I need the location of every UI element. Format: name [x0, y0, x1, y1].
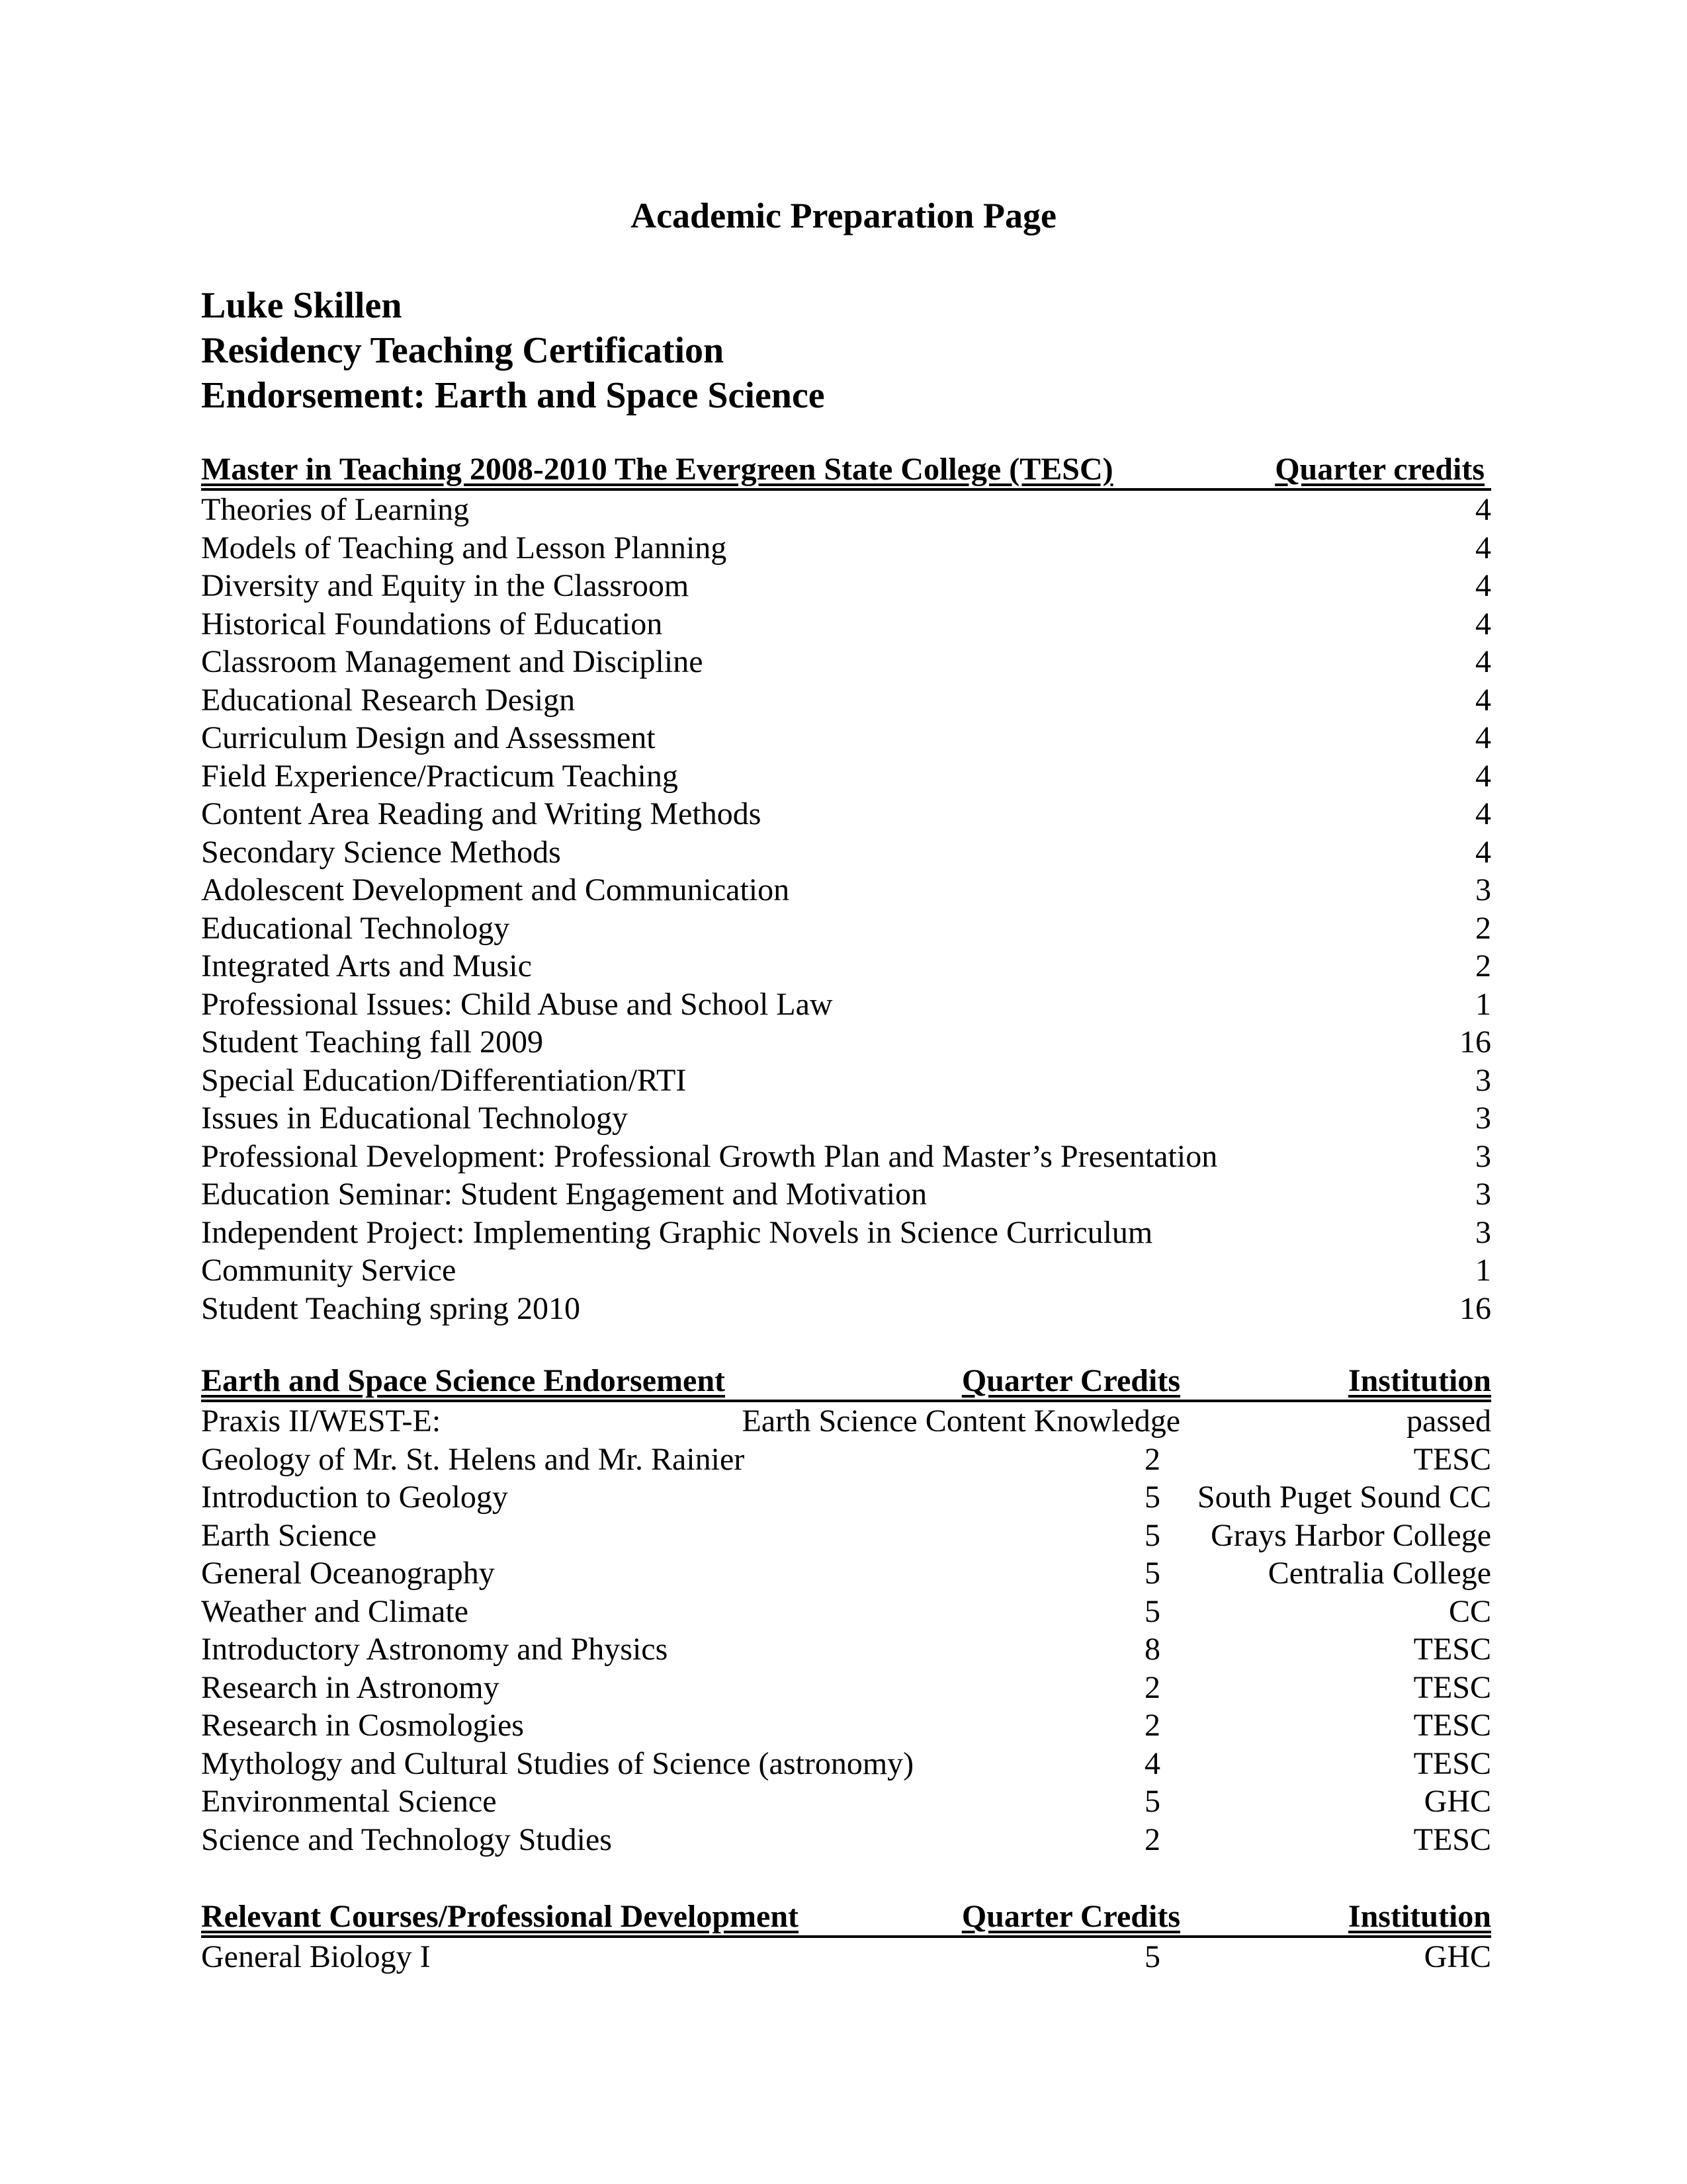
course-credits: 5: [1145, 1939, 1160, 1974]
mit-course-row: [201, 833, 1491, 872]
ess-course-row: [201, 1517, 1491, 1555]
course-name: Classroom Management and Discipline: [201, 644, 703, 679]
ess-course-row: [201, 1745, 1491, 1783]
course-institution: TESC: [1413, 1822, 1491, 1857]
mit-course-row: [201, 947, 1491, 986]
course-institution: TESC: [1413, 1708, 1491, 1743]
relevant-credits-heading: Quarter Credits: [961, 1899, 1180, 1934]
header-block: [201, 283, 825, 418]
course-credits: 4: [1475, 644, 1491, 679]
mit-course-row: [201, 1290, 1491, 1328]
praxis-detail: Earth Science Content Knowledge: [742, 1404, 1180, 1439]
mit-heading: Master in Teaching 2008-2010 The Evergreen State College (TESC): [201, 452, 1113, 487]
course-name: Adolescent Development and Communication: [201, 872, 790, 907]
course-institution: TESC: [1413, 1669, 1491, 1705]
course-institution: GHC: [1424, 1784, 1491, 1819]
course-credits: 5: [1145, 1593, 1160, 1629]
course-name: Diversity and Equity in the Classroom: [201, 568, 689, 603]
relevant-course-list: [201, 1938, 1491, 1976]
course-credits: 4: [1145, 1745, 1160, 1781]
ess-course-row: [201, 1669, 1491, 1707]
course-name: Content Area Reading and Writing Methods: [201, 796, 761, 831]
mit-course-row: [201, 567, 1491, 605]
course-name: Historical Foundations of Education: [201, 606, 663, 642]
relevant-institution-heading: Institution: [1348, 1899, 1491, 1934]
mit-course-row: [201, 986, 1491, 1024]
course-name: Special Education/Differentiation/RTI: [201, 1062, 687, 1098]
course-credits: 1: [1475, 1253, 1491, 1288]
course-credits: 4: [1475, 796, 1491, 831]
course-name: Educational Research Design: [201, 682, 576, 718]
course-name: Introductory Astronomy and Physics: [201, 1632, 668, 1667]
mit-course-row: [201, 1251, 1491, 1290]
mit-section: [201, 451, 1491, 1327]
mit-course-row: [201, 1099, 1491, 1138]
course-name: Professional Development: Professional Growth Plan and Master’s Presentation: [201, 1138, 1218, 1174]
course-name: Student Teaching spring 2010: [201, 1290, 581, 1326]
course-name: General Oceanography: [201, 1556, 495, 1591]
course-name: Integrated Arts and Music: [201, 948, 532, 984]
praxis-label: Praxis II/WEST-E:: [201, 1404, 441, 1439]
course-institution: TESC: [1413, 1441, 1491, 1477]
relevant-section-header: [201, 1898, 1491, 1938]
course-credits: 5: [1145, 1480, 1160, 1515]
course-credits: 2: [1475, 948, 1491, 984]
mit-section-header: [201, 451, 1491, 491]
ess-course-row: [201, 1821, 1491, 1859]
mit-course-row: [201, 529, 1491, 567]
course-credits: 2: [1145, 1708, 1160, 1743]
course-credits: 4: [1475, 492, 1491, 527]
course-credits: 5: [1145, 1556, 1160, 1591]
course-name: Research in Astronomy: [201, 1669, 499, 1705]
mit-course-row: [201, 795, 1491, 833]
ess-course-row: [201, 1630, 1491, 1669]
student-name: Luke Skillen: [201, 285, 402, 326]
course-name: Education Seminar: Student Engagement and Motivation: [201, 1177, 928, 1212]
course-name: General Biology I: [201, 1939, 431, 1974]
course-credits: 1: [1475, 986, 1491, 1022]
course-name: Environmental Science: [201, 1784, 497, 1819]
course-credits: 4: [1475, 568, 1491, 603]
course-credits: 2: [1145, 1441, 1160, 1477]
course-credits: 4: [1475, 682, 1491, 718]
course-institution: GHC: [1424, 1939, 1491, 1974]
course-name: Independent Project: Implementing Graphic Novels in Science Curriculum: [201, 1214, 1153, 1250]
mit-course-row: [201, 491, 1491, 529]
course-credits: 4: [1475, 834, 1491, 870]
course-credits: 5: [1145, 1517, 1160, 1553]
course-credits: 8: [1145, 1632, 1160, 1667]
relevant-heading: Relevant Courses/Professional Development: [201, 1899, 799, 1934]
course-name: Student Teaching fall 2009: [201, 1025, 543, 1060]
mit-course-row: [201, 1175, 1491, 1214]
ess-section: [201, 1363, 1491, 1859]
course-credits: 5: [1145, 1784, 1160, 1819]
relevant-section: [201, 1898, 1491, 1976]
course-credits: 3: [1475, 1138, 1491, 1174]
course-credits: 3: [1475, 872, 1491, 907]
ess-course-list: [201, 1441, 1491, 1859]
course-name: Community Service: [201, 1253, 456, 1288]
ess-course-row: [201, 1478, 1491, 1517]
course-institution: Centralia College: [1268, 1556, 1491, 1591]
course-name: Mythology and Cultural Studies of Science (astronomy): [201, 1745, 914, 1781]
ess-credits-heading: Quarter Credits: [961, 1363, 1180, 1398]
mit-course-row: [201, 643, 1491, 681]
mit-course-row: [201, 871, 1491, 909]
ess-course-row: [201, 1441, 1491, 1479]
endorsement-title: Endorsement: Earth and Space Science: [201, 375, 825, 416]
course-institution: TESC: [1413, 1632, 1491, 1667]
mit-credits-heading: Quarter credits: [1275, 452, 1485, 487]
course-credits: 3: [1475, 1062, 1491, 1098]
course-name: Educational Technology: [201, 910, 510, 946]
course-name: Issues in Educational Technology: [201, 1101, 628, 1136]
ess-course-row: [201, 1706, 1491, 1745]
course-name: Field Experience/Practicum Teaching: [201, 758, 678, 794]
course-credits: 4: [1475, 606, 1491, 642]
course-credits: 2: [1475, 910, 1491, 946]
course-name: Models of Teaching and Lesson Planning: [201, 530, 727, 566]
mit-course-row: [201, 1214, 1491, 1252]
course-name: Theories of Learning: [201, 492, 470, 527]
course-credits: 4: [1475, 758, 1491, 794]
mit-course-row: [201, 605, 1491, 644]
mit-course-row: [201, 1138, 1491, 1176]
course-name: Professional Issues: Child Abuse and School Law: [201, 986, 833, 1022]
ess-course-row: [201, 1593, 1491, 1631]
course-credits: 4: [1475, 530, 1491, 566]
ess-course-row: [201, 1783, 1491, 1821]
course-name: Weather and Climate: [201, 1593, 468, 1629]
mit-course-row: [201, 681, 1491, 720]
ess-course-row: [201, 1554, 1491, 1593]
praxis-result: passed: [1406, 1404, 1491, 1439]
course-credits: 16: [1459, 1025, 1491, 1060]
course-institution: South Puget Sound CC: [1197, 1480, 1491, 1515]
ess-institution-heading: Institution: [1348, 1363, 1491, 1398]
course-credits: 3: [1475, 1214, 1491, 1250]
relevant-course-row: [201, 1938, 1491, 1976]
mit-course-row: [201, 1062, 1491, 1100]
mit-course-list: [201, 491, 1491, 1327]
course-name: Geology of Mr. St. Helens and Mr. Rainier: [201, 1441, 745, 1477]
course-name: Introduction to Geology: [201, 1480, 508, 1515]
mit-course-row: [201, 1023, 1491, 1062]
ess-heading: Earth and Space Science Endorsement: [201, 1363, 725, 1398]
course-credits: 2: [1145, 1822, 1160, 1857]
page-title: Academic Preparation Page: [630, 196, 1057, 235]
course-credits: 2: [1145, 1669, 1160, 1705]
ess-section-header: [201, 1363, 1491, 1402]
course-credits: 3: [1475, 1177, 1491, 1212]
course-institution: Grays Harbor College: [1211, 1517, 1491, 1553]
course-name: Earth Science: [201, 1517, 377, 1553]
course-name: Secondary Science Methods: [201, 834, 561, 870]
mit-course-row: [201, 757, 1491, 796]
course-credits: 4: [1475, 720, 1491, 755]
course-credits: 16: [1459, 1290, 1491, 1326]
course-credits: 3: [1475, 1101, 1491, 1136]
certification-title: Residency Teaching Certification: [201, 330, 724, 371]
course-institution: CC: [1448, 1593, 1491, 1629]
course-institution: TESC: [1413, 1745, 1491, 1781]
course-name: Science and Technology Studies: [201, 1822, 612, 1857]
mit-course-row: [201, 909, 1491, 948]
mit-course-row: [201, 719, 1491, 757]
course-name: Research in Cosmologies: [201, 1708, 524, 1743]
course-name: Curriculum Design and Assessment: [201, 720, 656, 755]
praxis-row: [201, 1402, 1491, 1441]
